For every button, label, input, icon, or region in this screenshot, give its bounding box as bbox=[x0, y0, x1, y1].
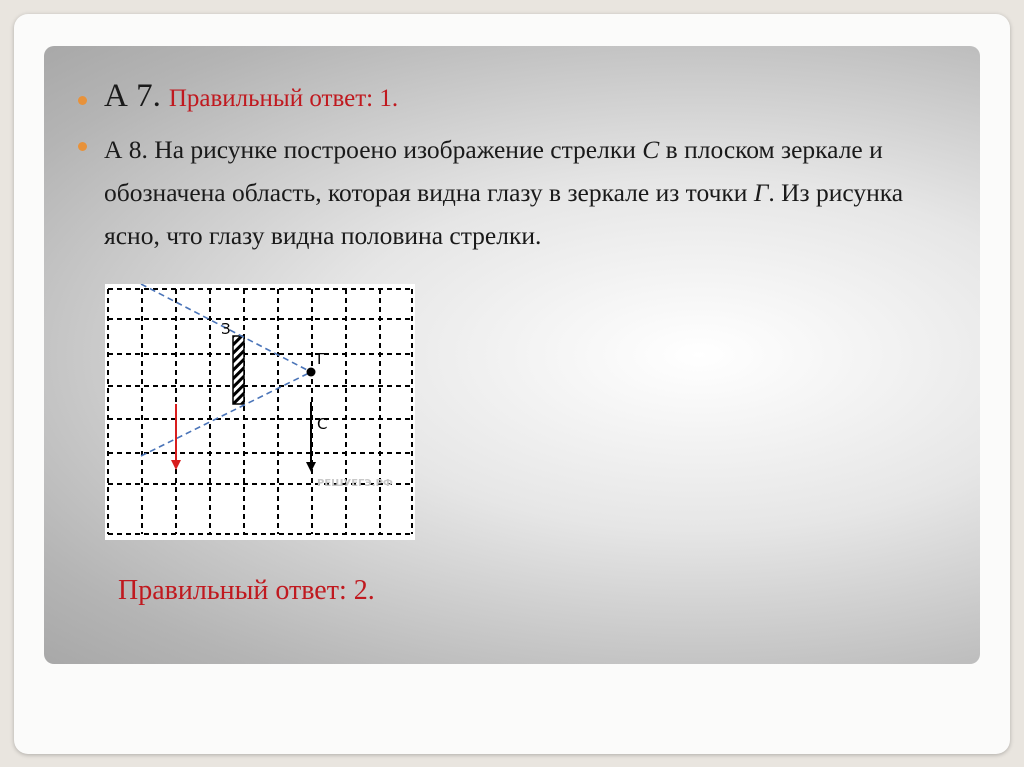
arrow-c-head-icon bbox=[306, 462, 316, 472]
a8-text-part3: . Из рисунка ясно, что глазу видна половина стрелки. bbox=[104, 178, 904, 250]
a8-label: А 8. bbox=[104, 135, 148, 164]
a7-answer: Правильный ответ: 1. bbox=[168, 85, 399, 112]
mirror-label: З bbox=[221, 320, 231, 338]
eye-point-icon bbox=[307, 368, 316, 377]
a7-label: А 7. bbox=[104, 78, 161, 114]
mirror-diagram bbox=[105, 284, 415, 540]
bullet-dot-icon bbox=[78, 96, 87, 105]
eye-label: Г bbox=[317, 350, 327, 368]
a8-letter-g: Г bbox=[753, 178, 769, 207]
image-arrow-head-icon bbox=[171, 460, 181, 470]
watermark: РЕШУЕГЭ.РФ bbox=[317, 478, 393, 489]
a8-text-part2: в плоском зеркале и обозначена область, которая видна глазу в зеркале из точки bbox=[104, 135, 883, 207]
answer-2: Правильный ответ: 2. bbox=[118, 575, 375, 606]
a8-text-part1: На рисунке построено изображение стрелки bbox=[154, 135, 636, 164]
grid bbox=[108, 289, 412, 534]
arrow-c-label: С bbox=[317, 415, 328, 433]
mirror-diagram-svg bbox=[105, 284, 415, 540]
mirror-icon bbox=[233, 336, 244, 404]
bullet-dot-icon bbox=[78, 142, 87, 151]
sight-lines bbox=[141, 284, 311, 456]
a8-text bbox=[104, 128, 904, 257]
a8-letter-c: С bbox=[642, 135, 660, 164]
